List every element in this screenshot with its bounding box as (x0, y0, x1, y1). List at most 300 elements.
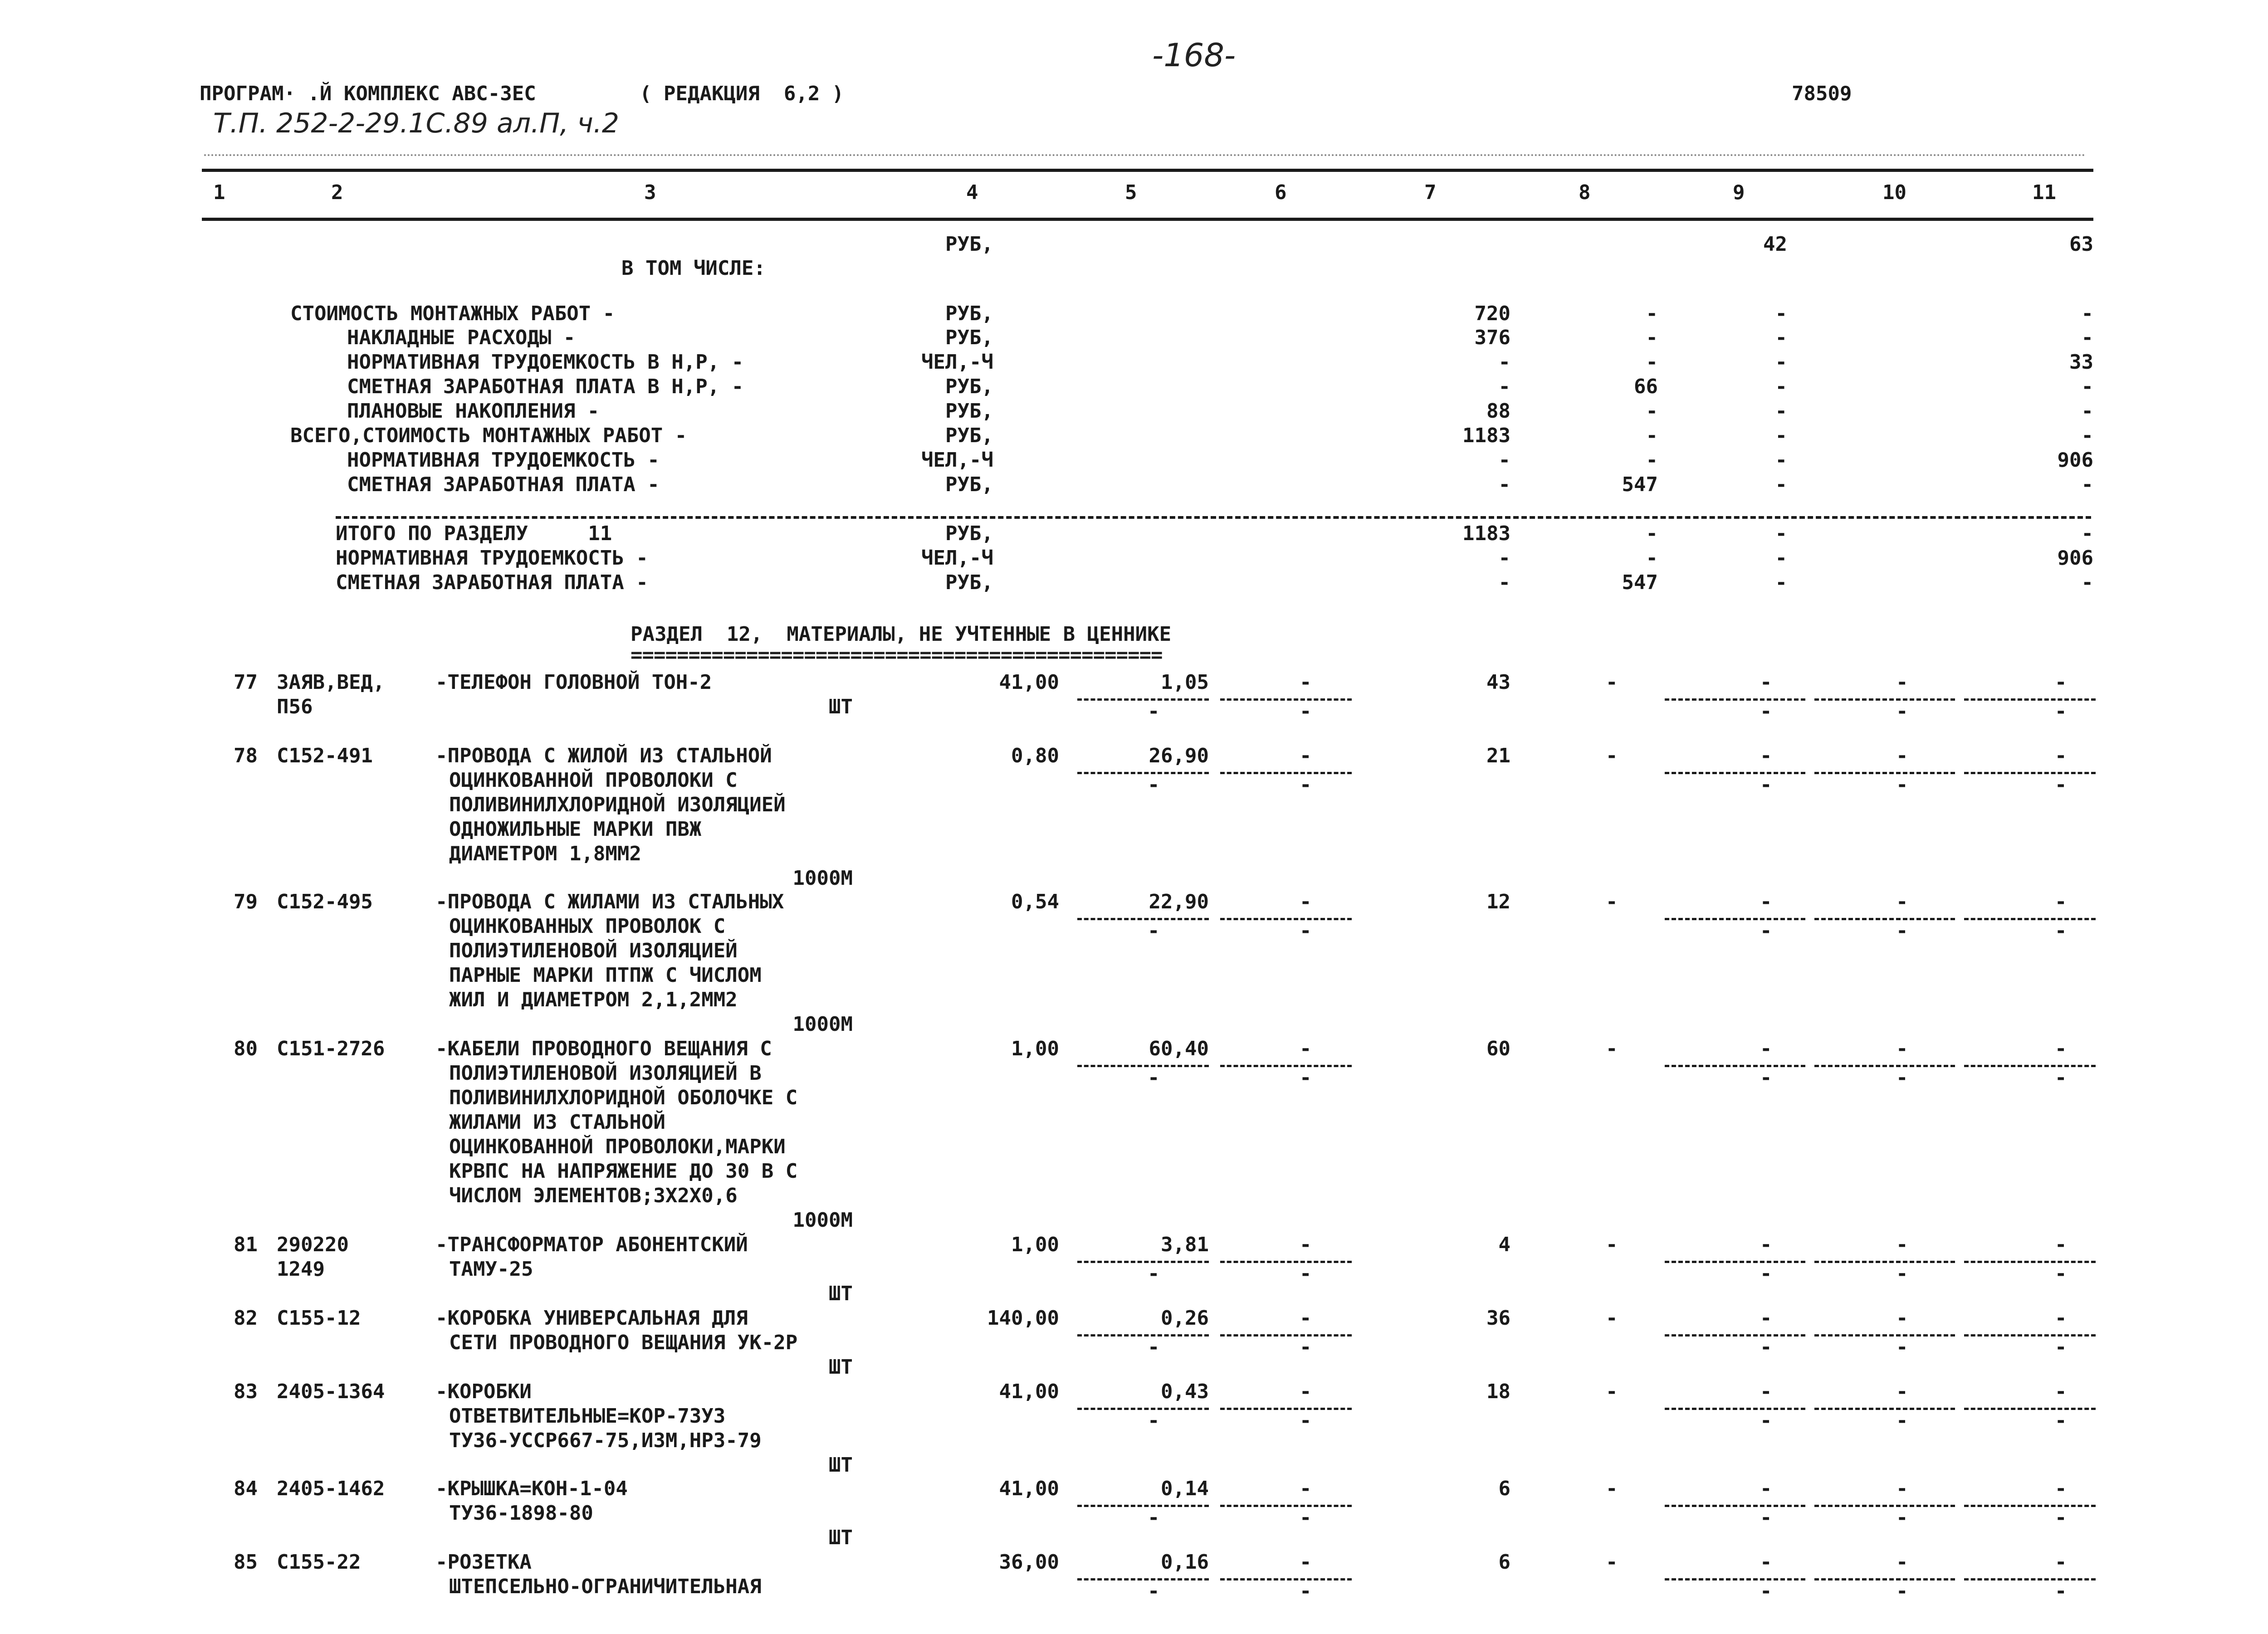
item-unit: ШТ (829, 1454, 853, 1477)
item-description-line: ОЦИНКОВАННОЙ ПРОВОЛОКИ С (449, 769, 738, 792)
section12-underline: ============================================== (631, 644, 1163, 667)
item-subtotal-dash: - (2055, 1262, 2067, 1285)
cell-underline (1814, 1505, 1955, 1507)
summary-col7: - (1498, 351, 1510, 374)
cell-underline (1077, 772, 1209, 774)
item-subtotal-dash: - (1300, 700, 1312, 723)
program-title: ПРОГРАМ· .Й КОМПЛЕКС АВС-ЗЕС (200, 82, 536, 105)
cell-underline (1665, 698, 1805, 701)
item-subtotal-dash: - (2055, 1066, 2067, 1089)
item-col11: - (2055, 1477, 2067, 1500)
item-description-line: -ПРОВОДА С ЖИЛОЙ ИЗ СТАЛЬНОЙ (435, 744, 772, 767)
summary-col11: - (2081, 400, 2093, 423)
item-subtotal-dash: - (1148, 1262, 1160, 1285)
item-subtotal-dash: - (1300, 1336, 1312, 1359)
item-subtotal-dash: - (1896, 700, 1908, 723)
item-subtotal-dash: - (2055, 1409, 2067, 1432)
item-subtotal-dash: - (1300, 773, 1312, 796)
item-description-line: ДИАМЕТРОМ 1,8ММ2 (449, 842, 641, 865)
item-subtotal-dash: - (2055, 700, 2067, 723)
column-header-10: 10 (1882, 181, 1906, 204)
item-quantity: 41,00 (999, 1380, 1059, 1403)
item-number: 84 (234, 1477, 258, 1500)
column-header-4: 4 (966, 181, 978, 204)
summary-col7: 720 (1474, 302, 1510, 325)
summary-col7: 88 (1486, 400, 1510, 423)
item-code-line2: П56 (277, 695, 313, 718)
item-subtotal-dash: - (1300, 1409, 1312, 1432)
summary-unit: РУБ, (945, 400, 993, 423)
item-subtotal-dash: - (1148, 1580, 1160, 1603)
cell-underline (1077, 1505, 1209, 1507)
summary-col8: - (1646, 351, 1658, 374)
total-col8: - (1646, 546, 1658, 570)
cell-underline (1964, 1505, 2096, 1507)
handwritten-reference: Т.П. 252-2-29.1С.89 ал.П, ч.2 (213, 107, 620, 139)
item-description-line: СЕТИ ПРОВОДНОГО ВЕЩАНИЯ УК-2Р (449, 1331, 798, 1354)
summary-col8: - (1646, 326, 1658, 349)
item-subtotal-dash: - (1760, 1336, 1772, 1359)
item-col6: - (1300, 1477, 1312, 1500)
cell-underline (1814, 1065, 1955, 1067)
summary-unit: РУБ, (945, 326, 993, 349)
cell-underline (1814, 1334, 1955, 1336)
item-subtotal-dash: - (1896, 1409, 1908, 1432)
item-price: 0,16 (1161, 1551, 1209, 1574)
item-subtotal-dash: - (1300, 1580, 1312, 1603)
summary-label: ПЛАНОВЫЕ НАКОПЛЕНИЯ - (347, 400, 600, 423)
item-subtotal-dash: - (1896, 773, 1908, 796)
item-subtotal-dash: - (2055, 773, 2067, 796)
item-subtotal-dash: - (2055, 1580, 2067, 1603)
item-code-line2: 1249 (277, 1258, 325, 1281)
item-col6: - (1300, 1037, 1312, 1060)
item-col8: - (1606, 744, 1618, 767)
item-description-line: ПОЛИЭТИЛЕНОВОЙ ИЗОЛЯЦИЕЙ (449, 939, 738, 962)
item-unit: ШТ (829, 1282, 853, 1305)
item-unit: ШТ (829, 1526, 853, 1549)
item-col9: - (1760, 1380, 1772, 1403)
item-description-line: -ТЕЛЕФОН ГОЛОВНОЙ ТОН-2 (435, 671, 712, 694)
item-col7: 43 (1486, 671, 1510, 694)
item-col6: - (1300, 890, 1312, 913)
total-label: ИТОГО ПО РАЗДЕЛУ 11 (336, 522, 612, 545)
item-subtotal-dash: - (1300, 1066, 1312, 1089)
cell-underline (1220, 1578, 1352, 1580)
item-subtotal-dash: - (1148, 700, 1160, 723)
item-col11: - (2055, 890, 2067, 913)
cell-underline (1964, 1065, 2096, 1067)
summary-col7: - (1498, 375, 1510, 398)
item-price: 3,81 (1161, 1233, 1209, 1256)
item-col6: - (1300, 1380, 1312, 1403)
summary-col9: - (1775, 449, 1787, 472)
item-price: 1,05 (1161, 671, 1209, 694)
summary-col8: - (1646, 424, 1658, 447)
summary-col9: 42 (1763, 233, 1787, 256)
item-col9: - (1760, 1037, 1772, 1060)
summary-col8: - (1646, 302, 1658, 325)
summary-col8: - (1646, 449, 1658, 472)
item-col10: - (1896, 744, 1908, 767)
item-col9: - (1760, 671, 1772, 694)
item-col7: 4 (1498, 1233, 1510, 1256)
item-unit: 1000М (792, 1013, 853, 1036)
item-subtotal-dash: - (1896, 1506, 1908, 1529)
total-col9: - (1775, 546, 1787, 570)
item-col7: 12 (1486, 890, 1510, 913)
total-col8: - (1646, 522, 1658, 545)
item-subtotal-dash: - (1148, 1409, 1160, 1432)
column-header-2: 2 (331, 181, 343, 204)
item-col10: - (1896, 1380, 1908, 1403)
item-price: 0,43 (1161, 1380, 1209, 1403)
summary-col7: 1183 (1462, 424, 1510, 447)
item-description-line: -КРЫШКА=КОН-1-04 (435, 1477, 628, 1500)
summary-col9: - (1775, 473, 1787, 496)
cell-underline (1964, 918, 2096, 920)
cell-underline (1220, 1065, 1352, 1067)
item-price: 22,90 (1149, 890, 1209, 913)
total-col11: - (2081, 522, 2093, 545)
cell-underline (1814, 1578, 1955, 1580)
item-quantity: 36,00 (999, 1551, 1059, 1574)
section12-title: РАЗДЕЛ 12, МАТЕРИАЛЫ, НЕ УЧТЕННЫЕ В ЦЕННИКЕ (631, 623, 1172, 646)
item-subtotal-dash: - (1760, 919, 1772, 942)
item-col9: - (1760, 1551, 1772, 1574)
cell-underline (1077, 918, 1209, 920)
item-subtotal-dash: - (1896, 1580, 1908, 1603)
item-subtotal-dash: - (1760, 1409, 1772, 1432)
item-col8: - (1606, 890, 1618, 913)
page-number: -168- (1152, 37, 1236, 74)
item-description-line: ПАРНЫЕ МАРКИ ПТПЖ С ЧИСЛОМ (449, 964, 762, 987)
item-code: С152-495 (277, 890, 373, 913)
cell-underline (1077, 1578, 1209, 1580)
column-header-6: 6 (1275, 181, 1287, 204)
total-col9: - (1775, 522, 1787, 545)
item-quantity: 0,80 (1011, 744, 1059, 767)
item-col6: - (1300, 1307, 1312, 1330)
item-description-line: -КАБЕЛИ ПРОВОДНОГО ВЕЩАНИЯ С (435, 1037, 772, 1060)
item-col10: - (1896, 1477, 1908, 1500)
item-description-line: ОЦИНКОВАННОЙ ПРОВОЛОКИ,МАРКИ (449, 1135, 786, 1158)
cell-underline (1964, 1578, 2096, 1580)
item-number: 80 (234, 1037, 258, 1060)
summary-col11: 63 (2069, 233, 2093, 256)
item-code: С155-22 (277, 1551, 361, 1574)
item-number: 78 (234, 744, 258, 767)
total-label: НОРМАТИВНАЯ ТРУДОЕМКОСТЬ - (336, 546, 648, 570)
item-number: 77 (234, 671, 258, 694)
item-description-line: ПОЛИВИНИЛХЛОРИДНОЙ ОБОЛОЧКЕ С (449, 1086, 798, 1109)
column-header-9: 9 (1733, 181, 1745, 204)
item-quantity: 140,00 (987, 1307, 1059, 1330)
item-col7: 6 (1498, 1551, 1510, 1574)
cell-underline (1665, 1578, 1805, 1580)
summary-unit: ЧЕЛ,-Ч (921, 351, 993, 374)
item-subtotal-dash: - (2055, 919, 2067, 942)
item-price: 0,14 (1161, 1477, 1209, 1500)
item-col11: - (2055, 1037, 2067, 1060)
item-col8: - (1606, 1037, 1618, 1060)
header-dotted-line (204, 154, 2087, 156)
summary-label: ВСЕГО,СТОИМОСТЬ МОНТАЖНЫХ РАБОТ - (290, 424, 687, 447)
summary-label: НОРМАТИВНАЯ ТРУДОЕМКОСТЬ - (347, 449, 660, 472)
item-col7: 6 (1498, 1477, 1510, 1500)
header-bottom-rule (202, 218, 2093, 221)
item-subtotal-dash: - (1148, 919, 1160, 942)
item-col6: - (1300, 744, 1312, 767)
cell-underline (1964, 698, 2096, 701)
item-col10: - (1896, 1037, 1908, 1060)
cell-underline (1964, 772, 2096, 774)
item-subtotal-dash: - (1148, 1336, 1160, 1359)
item-col10: - (1896, 890, 1908, 913)
item-description-line: ЖИЛ И ДИАМЕТРОМ 2,1,2ММ2 (449, 988, 738, 1011)
summary-col9: - (1775, 302, 1787, 325)
summary-col9: - (1775, 351, 1787, 374)
cell-underline (1814, 1408, 1955, 1410)
summary-label: НАКЛАДНЫЕ РАСХОДЫ - (347, 326, 576, 349)
item-code: ЗАЯВ,ВЕД, (277, 671, 385, 694)
item-quantity: 41,00 (999, 1477, 1059, 1500)
summary-label: СМЕТНАЯ ЗАРАБОТНАЯ ПЛАТА - (347, 473, 660, 496)
item-subtotal-dash: - (1896, 1066, 1908, 1089)
item-col11: - (2055, 1551, 2067, 1574)
cell-underline (1220, 1505, 1352, 1507)
cell-underline (1077, 1334, 1209, 1336)
item-description-line: -РОЗЕТКА (435, 1551, 532, 1574)
item-col7: 21 (1486, 744, 1510, 767)
cell-underline (1077, 1261, 1209, 1263)
summary-col9: - (1775, 400, 1787, 423)
item-quantity: 0,54 (1011, 890, 1059, 913)
item-col11: - (2055, 1233, 2067, 1256)
item-subtotal-dash: - (2055, 1336, 2067, 1359)
cell-underline (1814, 918, 1955, 920)
summary-unit: РУБ, (945, 473, 993, 496)
total-divider (336, 516, 2091, 519)
item-subtotal-dash: - (1760, 1506, 1772, 1529)
item-subtotal-dash: - (1896, 919, 1908, 942)
item-col6: - (1300, 671, 1312, 694)
cell-underline (1220, 698, 1352, 701)
item-unit: ШТ (829, 1356, 853, 1379)
cell-underline (1964, 1261, 2096, 1263)
cell-underline (1220, 1334, 1352, 1336)
item-col11: - (2055, 744, 2067, 767)
item-col11: - (2055, 1307, 2067, 1330)
summary-col7: - (1498, 473, 1510, 496)
item-subtotal-dash: - (1148, 1506, 1160, 1529)
cell-underline (1814, 772, 1955, 774)
item-number: 82 (234, 1307, 258, 1330)
summary-col11: 33 (2069, 351, 2093, 374)
item-subtotal-dash: - (2055, 1506, 2067, 1529)
item-subtotal-dash: - (1896, 1262, 1908, 1285)
total-col9: - (1775, 571, 1787, 594)
item-col8: - (1606, 1551, 1618, 1574)
item-number: 79 (234, 890, 258, 913)
item-col10: - (1896, 1307, 1908, 1330)
item-description-line: КРВПС НА НАПРЯЖЕНИЕ ДО 30 В С (449, 1160, 798, 1183)
item-code: 290220 (277, 1233, 349, 1256)
total-col8: 547 (1622, 571, 1658, 594)
item-description-line: -ТРАНСФОРМАТОР АБОНЕНТСКИЙ (435, 1233, 748, 1256)
item-col8: - (1606, 1477, 1618, 1500)
item-col11: - (2055, 671, 2067, 694)
item-col7: 60 (1486, 1037, 1510, 1060)
item-description-line: -КОРОБКА УНИВЕРСАЛЬНАЯ ДЛЯ (435, 1307, 748, 1330)
summary-col11: - (2081, 375, 2093, 398)
summary-label: СТОИМОСТЬ МОНТАЖНЫХ РАБОТ - (290, 302, 615, 325)
item-col8: - (1606, 1307, 1618, 1330)
item-col10: - (1896, 1551, 1908, 1574)
item-subtotal-dash: - (1760, 1066, 1772, 1089)
summary-label: НОРМАТИВНАЯ ТРУДОЕМКОСТЬ В Н,Р, - (347, 351, 744, 374)
item-col9: - (1760, 890, 1772, 913)
item-subtotal-dash: - (1300, 1506, 1312, 1529)
cell-underline (1665, 1505, 1805, 1507)
cell-underline (1665, 772, 1805, 774)
total-col7: - (1498, 571, 1510, 594)
item-unit: 1000М (792, 1209, 853, 1232)
item-col6: - (1300, 1233, 1312, 1256)
summary-unit: ЧЕЛ,-Ч (921, 449, 993, 472)
item-subtotal-dash: - (1760, 1262, 1772, 1285)
summary-col11: 906 (2057, 449, 2093, 472)
item-description-line: ТУ36-УССР667-75,ИЗМ,НР3-79 (449, 1429, 762, 1452)
cell-underline (1964, 1334, 2096, 1336)
item-col7: 18 (1486, 1380, 1510, 1403)
cell-underline (1220, 1261, 1352, 1263)
item-description-line: ПОЛИЭТИЛЕНОВОЙ ИЗОЛЯЦИЕЙ В (449, 1062, 762, 1085)
cell-underline (1665, 918, 1805, 920)
item-description-line: ОЦИНКОВАННЫХ ПРОВОЛОК С (449, 915, 726, 938)
column-header-8: 8 (1579, 181, 1591, 204)
item-unit: ШТ (829, 695, 853, 718)
item-quantity: 1,00 (1011, 1233, 1059, 1256)
item-description-line: ОТВЕТВИТЕЛЬНЫЕ=КОР-73У3 (449, 1405, 726, 1428)
item-number: 83 (234, 1380, 258, 1403)
summary-unit: РУБ, (945, 302, 993, 325)
item-description-line: ОДНОЖИЛЬНЫЕ МАРКИ ПВЖ (449, 818, 702, 841)
item-price: 26,90 (1149, 744, 1209, 767)
item-col8: - (1606, 671, 1618, 694)
item-description-line: ЖИЛАМИ ИЗ СТАЛЬНОЙ (449, 1111, 665, 1134)
cell-underline (1964, 1408, 2096, 1410)
column-header-3: 3 (644, 181, 656, 204)
summary-col9: - (1775, 326, 1787, 349)
cell-underline (1220, 918, 1352, 920)
item-code: 2405-1364 (277, 1380, 385, 1403)
total-col7: 1183 (1462, 522, 1510, 545)
item-subtotal-dash: - (1760, 773, 1772, 796)
summary-col9: - (1775, 375, 1787, 398)
item-col9: - (1760, 1477, 1772, 1500)
summary-label: В ТОМ ЧИСЛЕ: (621, 257, 766, 280)
column-header-1: 1 (213, 181, 225, 204)
item-description-line: ТУ36-1898-80 (449, 1502, 593, 1525)
total-col11: - (2081, 571, 2093, 594)
item-col7: 36 (1486, 1307, 1510, 1330)
edition-label: ( РЕДАКЦИЯ 6,2 ) (640, 82, 844, 105)
item-code: С152-491 (277, 744, 373, 767)
item-quantity: 41,00 (999, 671, 1059, 694)
document-code: 78509 (1792, 82, 1852, 105)
item-quantity: 1,00 (1011, 1037, 1059, 1060)
total-unit: РУБ, (945, 522, 993, 545)
item-description-line: ШТЕПСЕЛЬНО-ОГРАНИЧИТЕЛЬНАЯ (449, 1575, 762, 1598)
cell-underline (1665, 1261, 1805, 1263)
item-subtotal-dash: - (1148, 773, 1160, 796)
item-number: 81 (234, 1233, 258, 1256)
item-subtotal-dash: - (1896, 1336, 1908, 1359)
cell-underline (1077, 698, 1209, 701)
item-description-line: -ПРОВОДА С ЖИЛАМИ ИЗ СТАЛЬНЫХ (435, 890, 784, 913)
cell-underline (1220, 772, 1352, 774)
cell-underline (1220, 1408, 1352, 1410)
total-unit: ЧЕЛ,-Ч (921, 546, 993, 570)
total-col7: - (1498, 546, 1510, 570)
item-description-line: ТАМУ-25 (449, 1258, 533, 1281)
summary-col9: - (1775, 424, 1787, 447)
summary-col7: 376 (1474, 326, 1510, 349)
summary-label: СМЕТНАЯ ЗАРАБОТНАЯ ПЛАТА В Н,Р, - (347, 375, 744, 398)
item-col6: - (1300, 1551, 1312, 1574)
summary-col11: - (2081, 473, 2093, 496)
summary-col11: - (2081, 424, 2093, 447)
total-unit: РУБ, (945, 571, 993, 594)
item-subtotal-dash: - (1760, 1580, 1772, 1603)
summary-col7: - (1498, 449, 1510, 472)
item-price: 60,40 (1149, 1037, 1209, 1060)
item-price: 0,26 (1161, 1307, 1209, 1330)
summary-unit: РУБ, (945, 233, 993, 256)
cell-underline (1665, 1408, 1805, 1410)
item-description-line: -КОРОБКИ (435, 1380, 532, 1403)
cell-underline (1814, 1261, 1955, 1263)
summary-col11: - (2081, 302, 2093, 325)
cell-underline (1814, 698, 1955, 701)
item-subtotal-dash: - (1148, 1066, 1160, 1089)
summary-col8: 547 (1622, 473, 1658, 496)
item-col10: - (1896, 671, 1908, 694)
cell-underline (1077, 1065, 1209, 1067)
cell-underline (1665, 1334, 1805, 1336)
item-col9: - (1760, 1233, 1772, 1256)
summary-col8: - (1646, 400, 1658, 423)
summary-col8: 66 (1634, 375, 1658, 398)
item-description-line: ПОЛИВИНИЛХЛОРИДНОЙ ИЗОЛЯЦИЕЙ (449, 793, 786, 816)
summary-unit: РУБ, (945, 424, 993, 447)
item-number: 85 (234, 1551, 258, 1574)
item-unit: 1000М (792, 867, 853, 890)
item-col9: - (1760, 1307, 1772, 1330)
item-subtotal-dash: - (1300, 919, 1312, 942)
item-code: С151-2726 (277, 1037, 385, 1060)
item-col10: - (1896, 1233, 1908, 1256)
cell-underline (1077, 1408, 1209, 1410)
item-code: С155-12 (277, 1307, 361, 1330)
item-col8: - (1606, 1380, 1618, 1403)
header-top-rule (202, 169, 2093, 172)
column-header-5: 5 (1125, 181, 1137, 204)
column-header-11: 11 (2032, 181, 2056, 204)
cell-underline (1665, 1065, 1805, 1067)
item-col9: - (1760, 744, 1772, 767)
